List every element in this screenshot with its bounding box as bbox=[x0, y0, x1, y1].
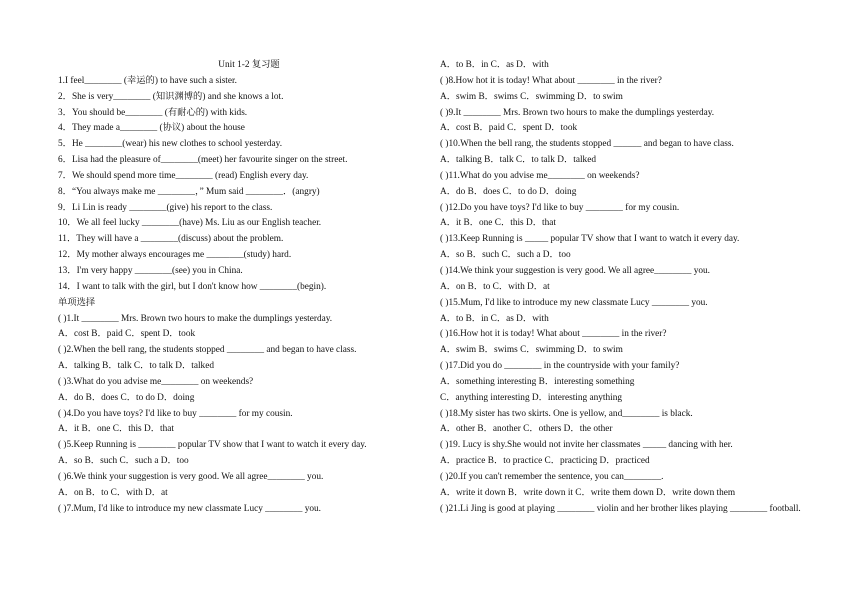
answer-options: C．anything interesting D．interesting anything bbox=[440, 392, 623, 403]
answer-options: A．cost B．paid C．spent D．took bbox=[58, 329, 196, 340]
fill-blank-item: 4．They made a________ (协议) about the house bbox=[58, 123, 245, 134]
multiple-choice-heading: 单项选择 bbox=[58, 297, 96, 308]
fill-blank-item: 3．You should be________ (有耐心的) with kids. bbox=[58, 107, 248, 118]
fill-blank-item: 2．She is very________ (知识渊博的) and she knows a lot. bbox=[58, 91, 284, 102]
answer-options: A．something interesting B．interesting something bbox=[440, 376, 635, 387]
question-text: ( )1.It ________ Mrs. Brown two hours to make the dumplings yesterday. bbox=[58, 313, 333, 324]
answer-options: A．talking B．talk C．to talk D．talked bbox=[440, 155, 596, 166]
answer-options: A．so B．such C．such a D．too bbox=[440, 250, 571, 261]
fill-blank-item: 6．Lisa had the pleasure of________(meet) her favourite singer on the street. bbox=[58, 155, 348, 166]
answer-options: A．so B．such C．such a D．too bbox=[58, 456, 189, 467]
fill-blank-item: 1.I feel________ (幸运的) to have such a sister. bbox=[58, 75, 237, 86]
fill-blank-item: 12．My mother always encourages me ________(study) hard. bbox=[58, 250, 292, 261]
answer-options: A．do B．does C．to do D．doing bbox=[58, 392, 195, 403]
answer-options: A．talking B．talk C．to talk D．talked bbox=[58, 361, 214, 372]
answer-options: A．other B．another C．others D．the other bbox=[440, 424, 613, 435]
answer-options: A．write it down B．write down it C．write them down D．write down them bbox=[440, 487, 736, 498]
answer-options: A．on B．to C．with D．at bbox=[58, 487, 168, 498]
answer-options: A．it B．one C．this D．that bbox=[440, 218, 556, 229]
question-text: ( )10.When the bell rang, the students stopped ______ and began to have class. bbox=[440, 139, 734, 150]
question-text: ( )7.Mum, I'd like to introduce my new classmate Lucy ________ you. bbox=[58, 503, 321, 514]
question-text: ( )18.My sister has two skirts. One is yellow, and________ is black. bbox=[440, 408, 693, 419]
worksheet-title: Unit 1-2 复习题 bbox=[218, 60, 280, 70]
question-text: ( )2.When the bell rang, the students stopped ________ and began to have class. bbox=[58, 345, 357, 356]
fill-blank-item: 9．Li Lin is ready ________(give) his report to the class. bbox=[58, 202, 273, 213]
question-text: ( )21.Li Jing is good at playing ________ violin and her brother likes playing ________ football. bbox=[440, 503, 801, 514]
fill-blank-item: 11．They will have a ________(discuss) about the problem. bbox=[58, 234, 284, 245]
question-text: ( )12.Do you have toys? I'd like to buy ________ for my cousin. bbox=[440, 202, 680, 213]
question-text: ( )4.Do you have toys? I'd like to buy ________ for my cousin. bbox=[58, 408, 293, 419]
question-text: ( )17.Did you do ________ in the countryside with your family? bbox=[440, 361, 680, 372]
question-7-options: A．to B．in C．as D．with bbox=[440, 60, 549, 70]
fill-blank-item: 5．He ________(wear) his new clothes to school yesterday. bbox=[58, 139, 283, 150]
question-text: ( )15.Mum, I'd like to introduce my new classmate Lucy ________ you. bbox=[440, 297, 708, 308]
question-text: ( )9.It ________ Mrs. Brown two hours to make the dumplings yesterday. bbox=[440, 107, 715, 118]
question-text: ( )14.We think your suggestion is very good. We all agree________ you. bbox=[440, 265, 710, 276]
question-text: ( )8.How hot it is today! What about ________ in the river? bbox=[440, 75, 662, 86]
question-text: ( )16.How hot it is today! What about ________ in the river? bbox=[440, 329, 667, 340]
answer-options: A．cost B．paid C．spent D．took bbox=[440, 123, 578, 134]
question-text: ( )11.What do you advise me________ on weekends? bbox=[440, 170, 640, 181]
fill-blank-item: 8．“You always make me ________，” Mum said ________．(angry) bbox=[58, 186, 320, 197]
question-text: ( )20.If you can't remember the sentence, you can________. bbox=[440, 471, 664, 482]
answer-options: A．swim B．swims C．swimming D．to swim bbox=[440, 91, 623, 102]
answer-options: A．it B．one C．this D．that bbox=[58, 424, 174, 435]
fill-blank-item: 10．We all feel lucky ________(have) Ms. Liu as our English teacher. bbox=[58, 218, 322, 229]
question-text: ( )6.We think your suggestion is very good. We all agree________ you. bbox=[58, 471, 324, 482]
question-text: ( )19. Lucy is shy.She would not invite her classmates _____ dancing with her. bbox=[440, 440, 733, 451]
right-column bbox=[440, 58, 822, 517]
fill-blank-item: 7．We should spend more time________ (read) English every day. bbox=[58, 170, 309, 181]
left-multiple-choice-list bbox=[58, 312, 440, 518]
answer-options: A．practice B．to practice C．practicing D．practiced bbox=[440, 456, 650, 467]
fill-blank-item: 13．I'm very happy ________(see) you in China. bbox=[58, 265, 243, 276]
question-text: ( )5.Keep Running is ________ popular TV show that I want to watch it every day. bbox=[58, 440, 367, 451]
question-text: ( )3.What do you advise me________ on weekends? bbox=[58, 376, 254, 387]
question-text: ( )13.Keep Running is _____ popular TV show that I want to watch it every day. bbox=[440, 234, 740, 245]
fill-blank-section bbox=[58, 74, 440, 296]
left-column bbox=[58, 58, 440, 517]
fill-blank-item: 14．I want to talk with the girl, but I don't know how ________(begin). bbox=[58, 281, 327, 292]
answer-options: A．do B．does C．to do D．doing bbox=[440, 186, 577, 197]
answer-options: A．swim B．swims C．swimming D．to swim bbox=[440, 345, 623, 356]
answer-options: A．on B．to C．with D．at bbox=[440, 281, 550, 292]
right-multiple-choice-list bbox=[440, 74, 822, 518]
answer-options: A．to B．in C．as D．with bbox=[440, 313, 549, 324]
